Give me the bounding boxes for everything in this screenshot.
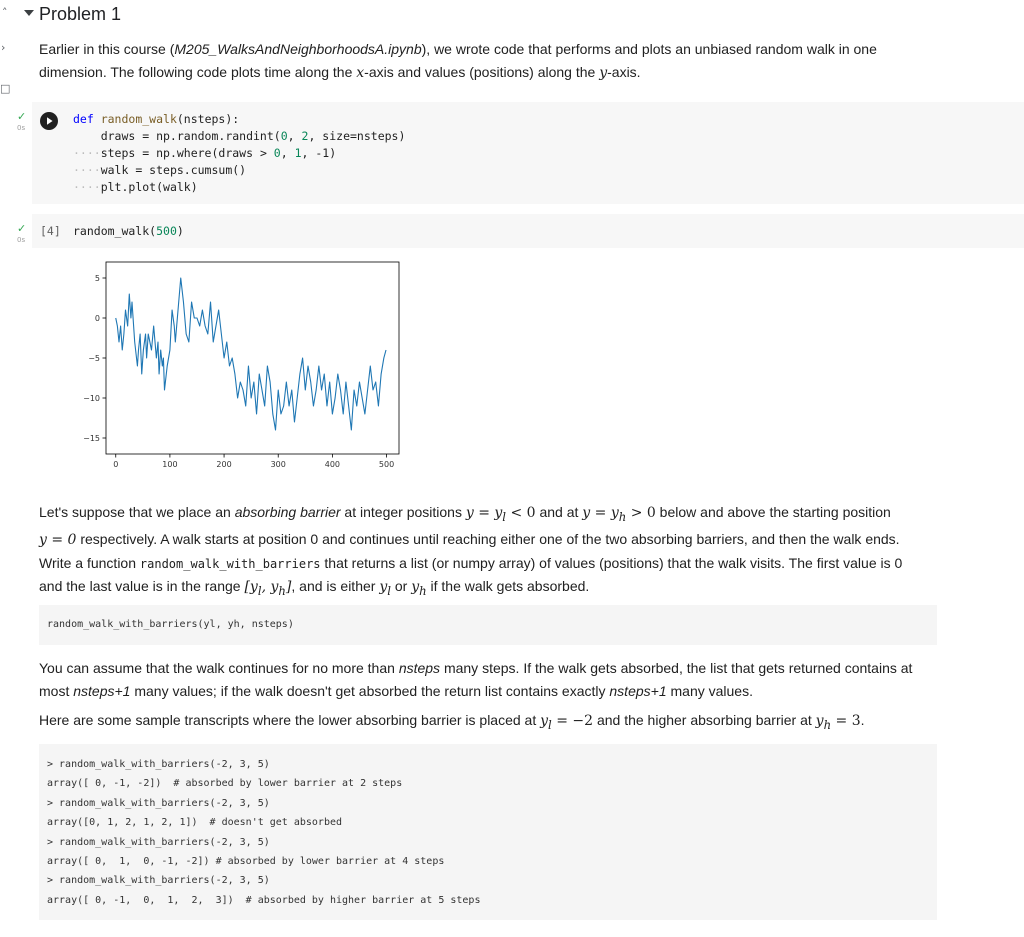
text: many values. [666, 682, 753, 699]
text: . [860, 712, 865, 728]
sample-intro [39, 709, 939, 736]
math-sub: l [548, 717, 552, 732]
code-text: , size=nsteps) [308, 129, 406, 143]
problem-line [39, 575, 939, 602]
expand-glyph[interactable]: › [1, 41, 6, 54]
code-text: , [287, 129, 302, 143]
math: = 3 [831, 713, 861, 729]
code-line [73, 179, 405, 196]
code-text: random_walk( [73, 224, 157, 238]
text: respectively. A walk starts at position 0 and continues until reaching either one of the two absorbing barriers, and then the walk ends. [76, 531, 900, 548]
emphasis: nsteps+1 [73, 682, 131, 699]
x-tick-label: 100 [162, 460, 178, 469]
run-cell-button[interactable] [40, 112, 58, 130]
code-line [73, 111, 405, 128]
intro-text: -axis and values (positions) along the [364, 63, 600, 80]
math: ] [285, 579, 292, 596]
code-text: plt.plot(walk) [100, 180, 198, 194]
transcript-line: > random_walk_with_barriers(-2, 3, 5) [47, 759, 270, 770]
transcript-line: array([0, 1, 2, 1, 2, 1]) # doesn't get absorbed [47, 817, 343, 829]
text: Let's suppose that we place an [39, 504, 235, 520]
collapse-glyph[interactable]: ˄ [2, 6, 8, 19]
text: most [39, 682, 74, 699]
text: and the higher absorbing barrier at [593, 712, 816, 728]
function-name: random_walk [100, 112, 177, 126]
execution-time: 0s [17, 124, 26, 132]
code-text: steps = np.where(draws > [100, 146, 274, 160]
signature-text: random_walk_with_barriers(yl, yh, nsteps) [47, 619, 294, 630]
execution-count: [4] [40, 224, 61, 238]
section-title: Problem 1 [39, 4, 122, 24]
keyword-def: def [73, 112, 101, 126]
code-number: 0 [280, 129, 288, 143]
math-sub: l [502, 509, 507, 524]
code-line [73, 128, 405, 145]
code-text: ) [176, 224, 184, 238]
text: at integer positions [340, 504, 466, 520]
cell-select-glyph[interactable]: □ [0, 82, 11, 95]
problem-line [39, 552, 939, 576]
random-walk-chart [70, 255, 420, 475]
transcripts-text [47, 755, 480, 910]
math-x: x [356, 64, 365, 81]
code-number: 2 [301, 129, 309, 143]
text: Write a function [39, 554, 140, 571]
x-tick-label: 500 [378, 460, 395, 469]
math: = −2 [551, 713, 594, 729]
code-line [73, 162, 405, 179]
x-tick-label: 400 [324, 460, 341, 469]
y-tick-label: −15 [83, 434, 100, 443]
math: > 0 [626, 505, 656, 521]
emphasis: nsteps [398, 660, 441, 676]
text: , and is either [291, 578, 380, 595]
emphasis: nsteps+1 [609, 682, 667, 699]
math-sub: h [823, 717, 832, 732]
math: y = y [465, 505, 503, 521]
assumption-line [39, 680, 939, 703]
text: You can assume that the walk continues for no more than [39, 660, 399, 676]
indent-guide: ···· [73, 180, 101, 194]
transcript-line: array([ 0, -1, -2]) # absorbed by lower barrier at 2 steps [47, 778, 403, 790]
intro-paragraph [39, 38, 939, 84]
x-tick-label: 200 [216, 460, 232, 469]
math: < 0 [506, 505, 536, 521]
intro-text: -axis. [607, 63, 641, 80]
math: y = 0 [39, 532, 77, 549]
math-sub: l [387, 584, 391, 599]
text: and the last value is in the range [39, 578, 245, 595]
emphasis: absorbing barrier [234, 504, 341, 520]
indent-guide: ···· [73, 146, 101, 160]
text: below and above the starting position [655, 504, 891, 520]
y-tick-label: 5 [94, 274, 100, 283]
code-line [73, 145, 405, 162]
code-text: (nsteps): [176, 112, 240, 126]
math-sub: h [618, 509, 627, 524]
code-number: 1 [294, 146, 302, 160]
problem-line [39, 528, 939, 552]
math: y [540, 713, 549, 729]
run-status-check-icon: ✓ [17, 222, 27, 235]
intro-text: ), we wrote code that performs and plots an unbiased random walk in one dimension. The following code plots time along the [39, 41, 877, 80]
math-sub: l [257, 584, 262, 599]
caret-down-icon[interactable] [22, 6, 36, 20]
code-text: draws = np.random.randint( [73, 129, 281, 143]
transcript-line: > random_walk_with_barriers(-2, 3, 5) [47, 797, 270, 809]
problem-line [39, 501, 939, 528]
text: many values; if the walk doesn't get absorbed the return list contains exactly [130, 682, 610, 699]
y-tick-label: −5 [88, 354, 100, 363]
transcripts-code-block [39, 744, 937, 920]
transcript-line: array([ 0, -1, 0, 1, 2, 3]) # absorbed by higher barrier at 5 steps [47, 894, 481, 906]
code-number: 0 [273, 146, 281, 160]
problem-description [39, 501, 939, 603]
inline-code: random_walk_with_barriers [139, 556, 321, 571]
text: if the walk gets absorbed. [426, 578, 590, 595]
math: , y [261, 579, 279, 596]
code-text: walk = steps.cumsum() [100, 163, 247, 177]
code-cell-random-walk[interactable] [17, 102, 1024, 204]
intro-text: Earlier in this course ( [39, 41, 175, 57]
math-y: y [599, 64, 608, 81]
run-status-check-icon: ✓ [17, 110, 27, 123]
math: [y [244, 579, 258, 596]
indent-guide: ···· [73, 163, 101, 177]
code-editor[interactable] [73, 111, 405, 196]
x-tick-label: 300 [270, 460, 286, 469]
text: and at [535, 504, 583, 520]
execution-time: 0s [17, 236, 26, 244]
math: y [379, 579, 388, 596]
text: many steps. If the walk gets absorbed, the list that gets returned contains at [440, 660, 913, 676]
transcript-line: > random_walk_with_barriers(-2, 3, 5) [47, 836, 270, 848]
transcript-line: array([ 0, 1, 0, -1, -2]) # absorbed by lower barrier at 4 steps [47, 856, 445, 868]
code-cell-random-walk-call[interactable] [17, 214, 1024, 248]
assumption-line [39, 657, 939, 680]
math-sub: h [419, 584, 427, 599]
plot-frame [106, 262, 399, 454]
transcript-line: > random_walk_with_barriers(-2, 3, 5) [47, 875, 270, 887]
math: y = y [582, 505, 619, 521]
text: or [390, 578, 412, 595]
text: Here are some sample transcripts where the lower absorbing barrier is placed at [39, 712, 541, 728]
math: y [815, 713, 824, 729]
assumption-paragraph [39, 657, 939, 702]
y-tick-label: 0 [94, 314, 100, 323]
y-tick-label: −10 [83, 394, 100, 403]
code-text: , -1) [301, 146, 337, 160]
math-sub: h [278, 584, 286, 599]
math: y [411, 579, 420, 596]
x-tick-label: 0 [113, 460, 119, 469]
code-number: 500 [156, 224, 177, 238]
code-editor[interactable] [73, 223, 184, 240]
signature-code-block [39, 605, 937, 645]
text: that returns a list (or numpy array) of values (positions) that the walk visits. The first value is 0 [320, 554, 903, 571]
code-text: , [280, 146, 295, 160]
course-reference: M205_WalksAndNeighborhoodsA.ipynb [174, 41, 422, 57]
